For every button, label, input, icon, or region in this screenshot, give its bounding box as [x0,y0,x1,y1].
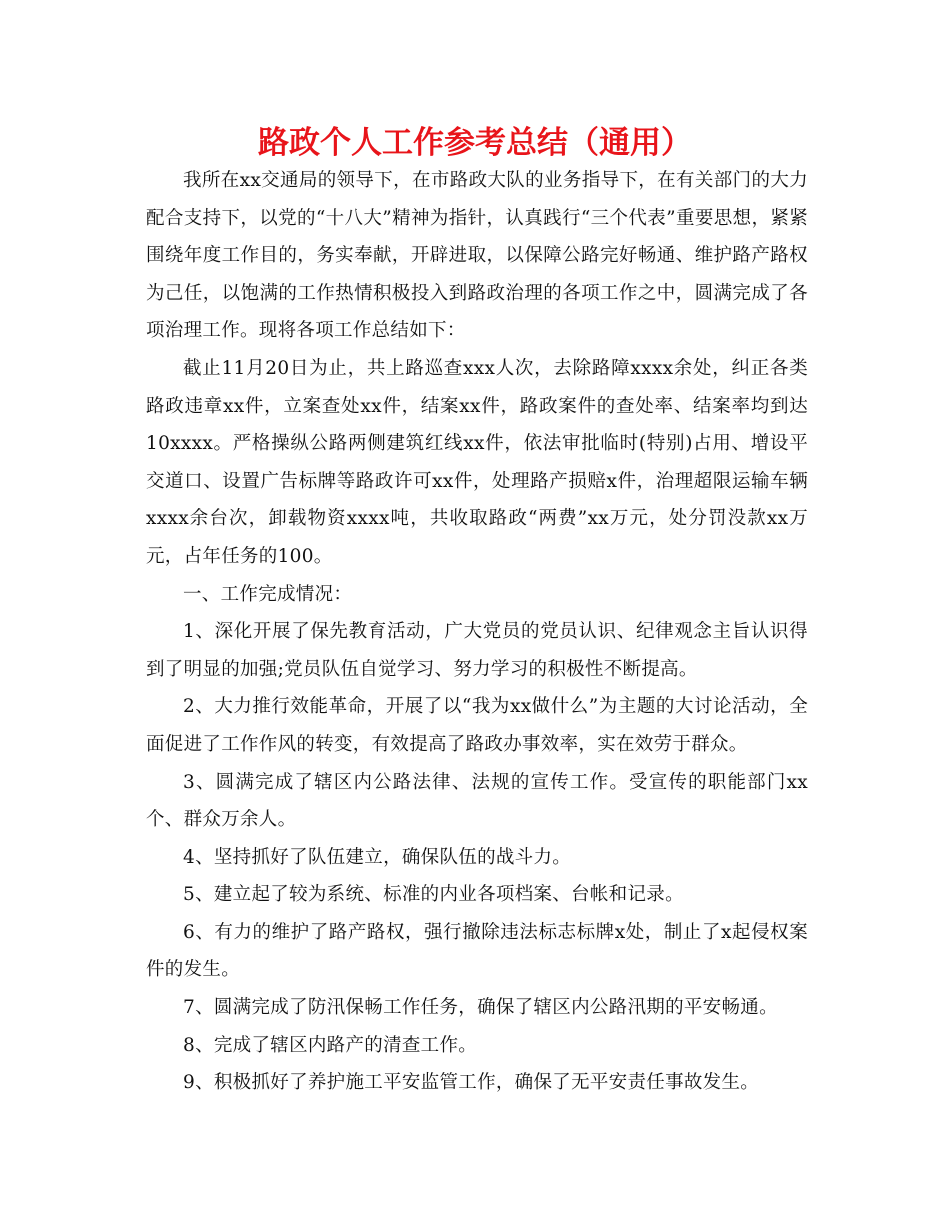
list-item: 1、深化开展了保先教育活动，广大党员的党员认识、纪律观念主旨认识得到了明显的加强;党员队伍自觉学习、努力学习的积极性不断提高。 [146,621,808,680]
intro-paragraph: 我所在xx交通局的领导下，在市路政大队的业务指导下，在有关部门的大力配合支持下，以党的“十八大”精神为指针，认真践行“三个代表”重要思想，紧紧围绕年度工作目的，务实奉献，开辟进取，以保障公路完好畅通、维护路产路权为己任，以饱满的工作热情积极投入到路政治理的各项工作之中，圆满完成了各项治理工作。现将各项工作总结如下： [146,170,808,342]
list-item: 4、坚持抓好了队伍建立，确保队伍的战斗力。 [183,846,572,868]
statistics-paragraph: 截止11月20日为止，共上路巡查xxx人次，去除路障xxxx余处，纠正各类路政违章xx件，立案查处xx件，结案xx件，路政案件的查处率、结案率均到达10xxxx。严格操纵公路两侧建筑红线xx件，依法审批临时(特别)占用、增设平交道口、设置广告标牌等路政许可xx件，处理路产损赔x件，治理超限运输车辆xxxx余台次，卸载物资xxxx吨，共收取路政“两费”xx万元，处分罚没款xx万元，占年任务的100。 [146,357,808,567]
section-heading: 一、工作完成情况： [183,583,353,605]
document-body [146,162,808,1102]
document-title: 路政个人工作参考总结（通用） [258,125,692,161]
list-item: 3、圆满完成了辖区内公路法律、法规的宣传工作。受宣传的职能部门xx个、群众万余人。 [146,771,808,831]
list-item: 8、完成了辖区内路产的清查工作。 [183,1034,478,1056]
list-item: 9、积极抓好了养护施工平安监管工作，确保了无平安责任事故发生。 [183,1072,760,1094]
list-item: 6、有力的维护了路产路权，强行撤除违法标志标牌x处，制止了x起侵权案件的发生。 [146,921,808,981]
list-item: 2、大力推行效能革命，开展了以“我为xx做什么”为主题的大讨论活动，全面促进了工作作风的转变，有效提高了路政办事效率，实在效劳于群众。 [146,696,808,755]
list-item: 5、建立起了较为系统、标准的内业各项档案、台帐和记录。 [183,884,684,906]
list-item: 7、圆满完成了防汛保畅工作任务，确保了辖区内公路汛期的平安畅通。 [183,997,778,1019]
